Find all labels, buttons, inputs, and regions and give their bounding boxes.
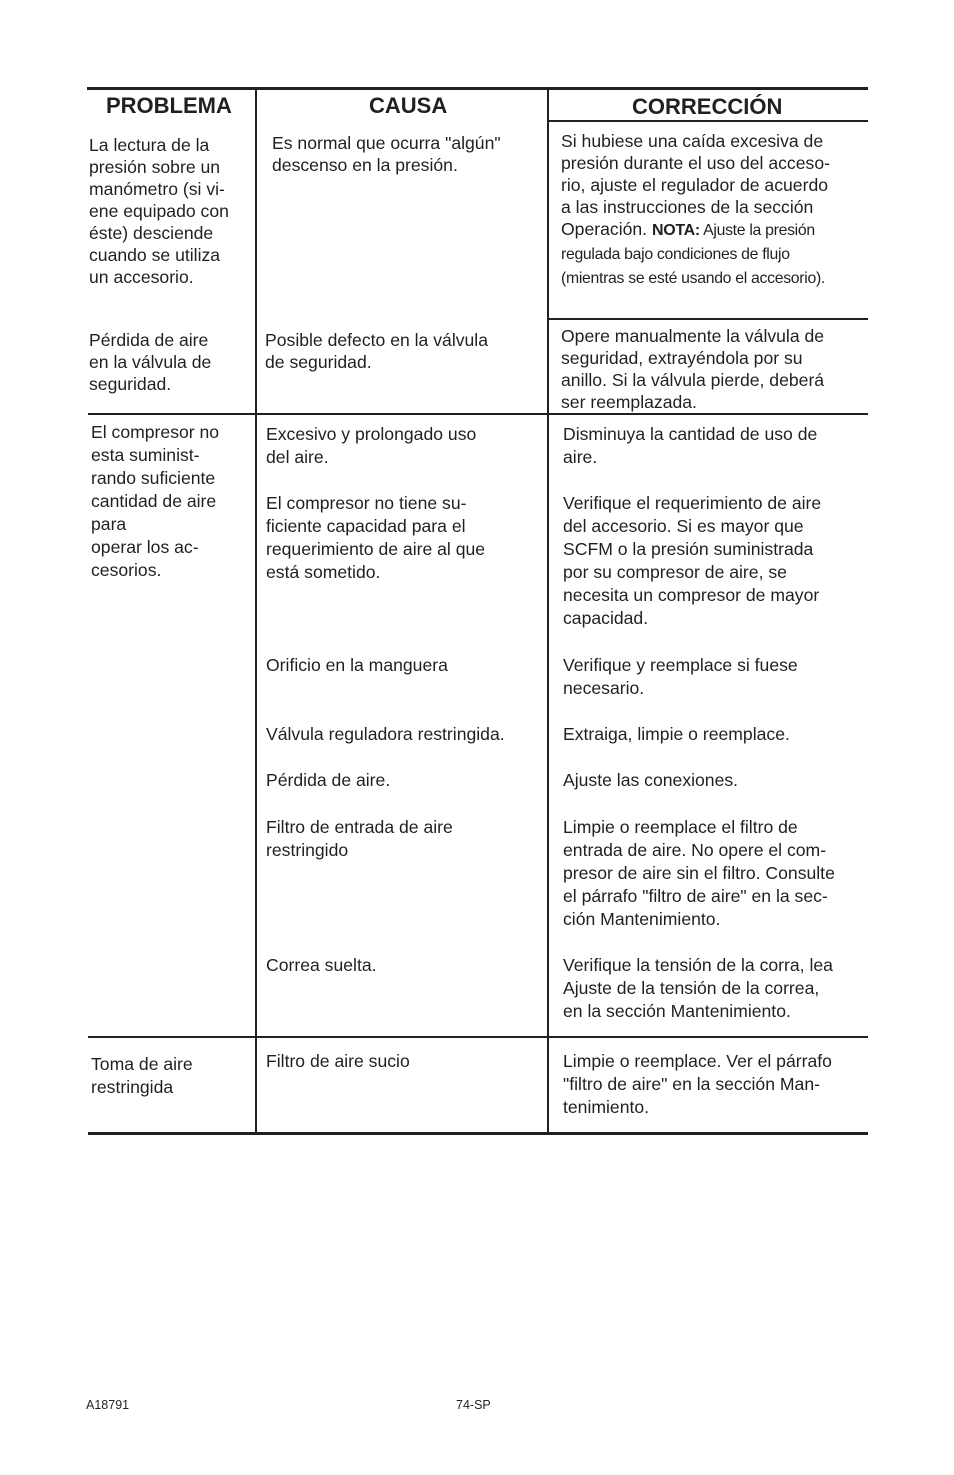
- problem-cell: [89, 329, 253, 395]
- cause-text: Posible defecto en la válvula de seguridad.: [265, 330, 488, 372]
- cause-cell: [266, 492, 541, 584]
- cause-text: Orificio en la manguera: [266, 655, 448, 675]
- cause-text: Correa suelta.: [266, 955, 377, 975]
- correction-cell: [561, 130, 866, 290]
- note-text: Ajuste la presión regulada bajo condiciones de flujo (mientras se esté usando el accesorio).: [561, 222, 825, 287]
- problem-text: Toma de aire restringida: [91, 1054, 193, 1097]
- cause-cell: [266, 423, 541, 469]
- cause-cell: [266, 769, 541, 792]
- correction-text: Verifique el requerimiento de aire del accesorio. Si es mayor que SCFM o la presión suministrada por su compresor de aire, se necesita un compresor de mayor capacidad.: [563, 493, 822, 628]
- header-problema: PROBLEMA: [106, 93, 232, 118]
- correction-text: Limpie o reemplace. Ver el párrafo "filtro de aire" en la sección Man- tenimiento.: [563, 1051, 832, 1117]
- cause-text: Es normal que ocurra "algún" descenso en la presión.: [272, 133, 501, 175]
- cause-text: Pérdida de aire.: [266, 770, 391, 790]
- cause-text: Válvula reguladora restringida.: [266, 724, 505, 744]
- cause-text: Filtro de entrada de aire restringido: [266, 817, 453, 860]
- cause-text: Filtro de aire sucio: [266, 1051, 410, 1071]
- problem-cell: [91, 1053, 253, 1099]
- row-divider: [548, 318, 868, 320]
- correction-text: Extraiga, limpie o reemplace.: [563, 724, 790, 744]
- header-correccion: CORRECCIÓN: [632, 94, 783, 119]
- correction-text: Verifique y reemplace si fuese necesario.: [563, 655, 798, 698]
- problem-cell: [89, 134, 253, 288]
- table-top-rule: [87, 87, 868, 90]
- column-divider: [255, 88, 257, 1134]
- correction-cell: [563, 816, 866, 931]
- cause-cell: [266, 816, 541, 862]
- problem-text: La lectura de la presión sobre un manómetro (si vi- ene equipado con éste) desciende cuando se utiliza un accesorio.: [89, 135, 229, 287]
- correction-cell: [563, 423, 866, 469]
- row-divider: [88, 413, 868, 415]
- cause-cell: [272, 132, 542, 176]
- note-label: NOTA:: [651, 222, 700, 239]
- table-bottom-rule: [88, 1132, 868, 1135]
- cause-cell: [266, 723, 541, 746]
- problem-text: El compresor no esta suminist- rando suficiente cantidad de aire para operar los ac- cesorios.: [91, 422, 220, 580]
- correction-cell: [561, 325, 866, 413]
- correction-cell: [563, 723, 866, 746]
- correction-cell: [563, 769, 866, 792]
- cause-cell: [265, 329, 543, 373]
- column-divider: [547, 88, 549, 1134]
- correction-cell: [563, 492, 866, 630]
- correction-cell: [563, 1050, 866, 1119]
- correction-text: Limpie o reemplace el filtro de entrada de aire. No opere el com- presor de aire sin el filtro. Consulte el párrafo "filtro de aire" en la sec- ción Mantenimiento.: [563, 817, 835, 929]
- cause-cell: [266, 654, 541, 677]
- problem-cell: [91, 421, 253, 582]
- page-number: 74-SP: [456, 1398, 491, 1412]
- cause-text: Excesivo y prolongado uso del aire.: [266, 424, 477, 467]
- correction-cell: [563, 654, 866, 700]
- cause-text: El compresor no tiene su- ficiente capacidad para el requerimiento de aire al que está sometido.: [266, 493, 486, 582]
- document-code: A18791: [86, 1398, 130, 1412]
- correction-cell: [563, 954, 866, 1023]
- header-causa: CAUSA: [369, 93, 448, 118]
- correction-text: Ajuste las conexiones.: [563, 770, 739, 790]
- correction-text: Si hubiese una caída excesiva de presión durante el uso del acceso- rio, ajuste el regulador de acuerdo a las instrucciones de la sección Operación.: [561, 131, 830, 239]
- correction-text: Disminuya la cantidad de uso de aire.: [563, 424, 818, 467]
- correction-text: Verifique la tensión de la corra, lea Ajuste de la tensión de la correa, en la sección Mantenimiento.: [563, 955, 833, 1021]
- row-divider: [88, 1036, 868, 1038]
- header-bottom-rule: [548, 120, 868, 122]
- cause-cell: [266, 1050, 541, 1073]
- correction-text: Opere manualmente la válvula de seguridad, extrayéndola por su anillo. Si la válvula pierde, deberá ser reemplazada.: [561, 326, 825, 412]
- problem-text: Pérdida de aire en la válvula de seguridad.: [89, 330, 212, 394]
- cause-cell: [266, 954, 541, 977]
